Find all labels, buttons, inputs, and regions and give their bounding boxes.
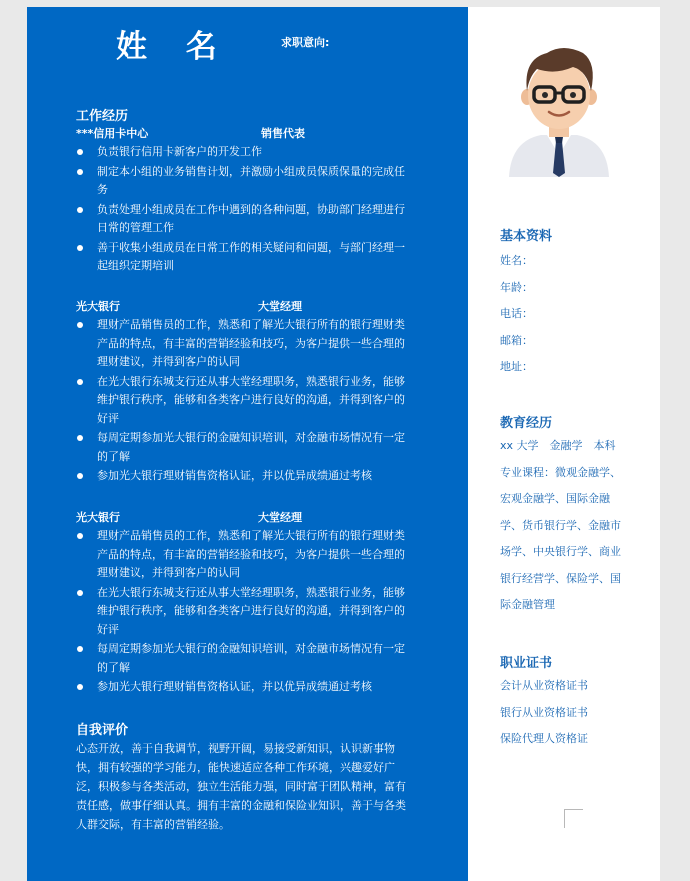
list-item: 制定本小组的业务销售计划，并激励小组成员保质保量的完成任务 [75,163,405,200]
basic-info-field: 地址： [500,360,533,373]
education-courses: 专业课程：微观金融学、宏观金融学、国际金融学、货币银行学、金融市场学、中央银行学、商业银行经营学、保险学、国际金融管理 [500,465,621,611]
bullet-dot-icon [77,435,83,441]
bullet-dot-icon [77,590,83,596]
bullet-dot-icon [77,322,83,328]
job-position: 销售代表 [261,127,305,140]
certificate-item: 保险代理人资格证 [500,732,588,745]
bullet-dot-icon [77,473,83,479]
certificates-title: 职业证书 [500,656,553,671]
education-school-line: xx 大学 金融学 本科 [500,439,616,452]
work-experience-title: 工作经历 [76,109,129,124]
list-item: 在光大银行东城支行还从事大堂经理职务，熟悉银行业务，能够维护银行秩序，能够和各类客户进行良好的沟通，并得到客户的好评 [75,584,405,640]
basic-info-field: 姓名： [500,254,533,267]
job-company: ***信用卡中心 [76,127,149,140]
bullet-dot-icon [77,646,83,652]
job-company: 光大银行 [76,511,120,524]
avatar [503,37,615,177]
certificates-list [500,673,635,753]
self-evaluation-text: 心态开放，善于自我调节，视野开阔，易接受新知识，认识新事物快，拥有较强的学习能力，能快速适应各种工作环境，兴趣爱好广泛，积极参与各类活动，独立生活能力强，同时富于团队精神，富有责任感，做事仔细认真。拥有丰富的金融和保险业知识，善于与各类人群交际，有丰富的营销经验。 [76,742,406,831]
list-item: 参加光大银行理财销售资格认证，并以优异成绩通过考核 [75,467,405,486]
name-title: 姓 名 [116,29,231,65]
basic-info-field: 电话： [500,307,533,320]
list-item: 每周定期参加光大银行的金融知识培训，对金融市场情况有一定的了解 [75,429,405,466]
page-corner-mark [564,809,583,828]
bullet-dot-icon [77,245,83,251]
certificate-item: 会计从业资格证书 [500,679,588,692]
list-item: 参加光大银行理财销售资格认证，并以优异成绩通过考核 [75,678,405,697]
education-title: 教育经历 [500,416,553,431]
basic-info-field: 年龄： [500,280,533,294]
basic-info-title: 基本资料 [500,229,553,244]
job-position: 大堂经理 [258,300,302,313]
certificate-item: 银行从业资格证书 [500,705,588,719]
bullet-dot-icon [77,207,83,213]
job-company: 光大银行 [76,300,120,313]
self-evaluation-title: 自我评价 [76,723,129,738]
job-position: 大堂经理 [258,511,302,524]
list-item: 负责银行信用卡新客户的开发工作 [75,143,405,162]
bullet-dot-icon [77,533,83,539]
job-header [76,298,302,314]
list-item: 理财产品销售员的工作，熟悉和了解光大银行所有的银行理财类产品的特点，有丰富的营销经验和技巧，为客户提供一些合理的 理财建议，并得到客户的认同 [75,316,405,372]
job-header [76,509,302,525]
job-bullet-list [75,143,405,277]
bullet-dot-icon [77,169,83,175]
list-item: 善于收集小组成员在日常工作的相关疑问和问题，与部门经理一起组织定期培训 [75,239,405,276]
resume-page [27,7,660,881]
list-item: 理财产品销售员的工作，熟悉和了解光大银行所有的银行理财类产品的特点，有丰富的营销经验和技巧，为客户提供一些合理的 理财建议，并得到客户的认同 [75,527,405,583]
job-header [76,125,305,141]
education-block [500,433,630,619]
list-item: 在光大银行东城支行还从事大堂经理职务，熟悉银行业务，能够维护银行秩序，能够和各类客户进行良好的沟通，并得到客户的好评 [75,373,405,429]
bullet-dot-icon [77,379,83,385]
job-bullet-list [75,527,405,698]
bullet-dot-icon [77,149,83,155]
list-item: 每周定期参加光大银行的金融知识培训，对金融市场情况有一定的了解 [75,640,405,677]
left-column [27,7,468,881]
basic-info-field: 邮箱： [500,333,533,347]
basic-info-list [500,248,635,381]
job-intent-label: 求职意向: [281,36,330,49]
job-bullet-list [75,316,405,487]
bullet-dot-icon [77,684,83,690]
list-item: 负责处理小组成员在工作中遇到的各种问题，协助部门经理进行日常的管理工作 [75,201,405,238]
